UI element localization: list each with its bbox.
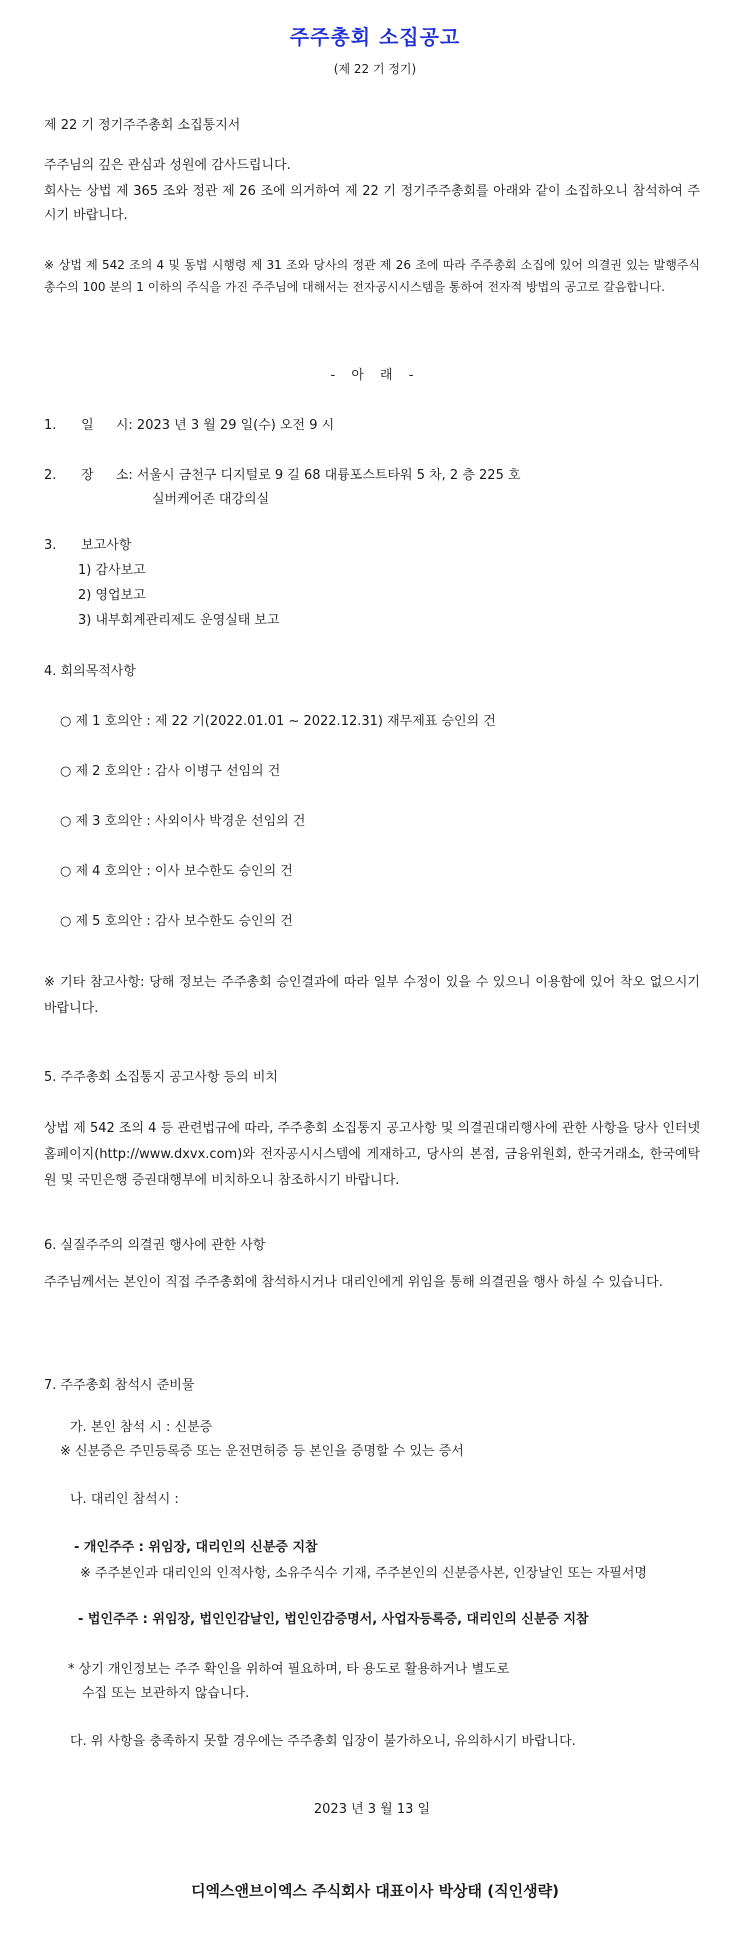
- below-heading: - 아 래 -: [330, 368, 414, 383]
- item-report-label: 보고사항: [81, 538, 132, 553]
- item-report: [44, 536, 700, 556]
- page-title: 주주총회 소집공고: [289, 25, 461, 49]
- item-place-value2: 실버케어존 대강의실: [152, 492, 270, 507]
- greeting-text: 주주님의 깊은 관심과 성원에 감사드립니다.: [44, 158, 291, 173]
- personal-shareholder-note: ※ 주주본인과 대리인의 인적사항, 소유주식수 기재, 주주본인의 신분증사본, 인장날인 또는 자필서명: [80, 1566, 647, 1581]
- item-place-label: 장 소:: [81, 468, 133, 483]
- intro-heading: 제 22 기 정기주주총회 소집통지서: [44, 118, 241, 133]
- section6-heading: 6. 실질주주의 의결권 행사에 관한 사항: [44, 1238, 266, 1253]
- section5-heading: 5. 주주총회 소집통지 공고사항 등의 비치: [44, 1070, 278, 1085]
- notice-date: 2023 년 3 월 13 일: [313, 1802, 431, 1817]
- corporate-shareholder: - 법인주주 : 위임장, 법인인감날인, 법인인감증명서, 사업자등록증, 대리인의 신분증 지참: [78, 1612, 589, 1627]
- personal-shareholder: - 개인주주 : 위임장, 대리인의 신분증 지참: [74, 1540, 318, 1555]
- item-place-value: 서울시 금천구 디지털로 9 길 68 대륭포스트타워 5 차, 2 층 225 호: [136, 468, 521, 483]
- agenda-item-3: ○ 제 3 호의안 : 사외이사 박경운 선임의 건: [60, 814, 306, 829]
- section7-c: 다. 위 사항을 충족하지 못할 경우에는 주주총회 입장이 불가하오니, 유의하시기 바랍니다.: [70, 1734, 576, 1749]
- page-subtitle: (제 22 기 정기): [333, 62, 417, 76]
- agenda-heading: 4. 회의목적사항: [44, 664, 136, 679]
- privacy-note-1: * 상기 개인정보는 주주 확인을 위하여 필요하며, 타 용도로 활용하거나 별도로: [68, 1662, 510, 1677]
- section7-b: 나. 대리인 참석시 :: [70, 1492, 179, 1507]
- section6-body: 주주님께서는 본인이 직접 주주총회에 참석하시거나 대리인에게 위임을 통해 의결권을 행사 하실 수 있습니다.: [44, 1275, 663, 1290]
- item-date: [44, 416, 700, 436]
- agenda-item-5: ○ 제 5 호의안 : 감사 보수한도 승인의 건: [60, 914, 293, 929]
- item-date-label: 일 시:: [81, 418, 133, 433]
- convocation-text: 회사는 상법 제 365 조와 정관 제 26 조에 의거하여 제 22 기 정기주주총회를 아래와 같이 소집하오니 참석하여 주시기 바랍니다.: [44, 184, 700, 223]
- section7-a-note: ※ 신분증은 주민등록증 또는 운전면허증 등 본인을 증명할 수 있는 증서: [60, 1444, 464, 1459]
- company-signature: 디엑스앤브이엑스 주식회사 대표이사 박상태 (직인생략): [191, 1882, 559, 1900]
- item-report-num: 3.: [44, 538, 57, 553]
- agenda-item-4: ○ 제 4 호의안 : 이사 보수한도 승인의 건: [60, 864, 293, 879]
- other-note: ※ 기타 참고사항: 당해 정보는 주주총회 승인결과에 따라 일부 수정이 있을 수 있으니 이용함에 있어 착오 없으시기 바랍니다.: [44, 975, 700, 1016]
- report-item-3: 3) 내부회계관리제도 운영실태 보고: [78, 613, 280, 628]
- item-place: [44, 466, 700, 486]
- section5-body: 상법 제 542 조의 4 등 관련법규에 따라, 주주총회 소집통지 공고사항 및 의결권대리행사에 관한 사항을 당사 인터넷 홈페이지(http://www.dxvx.com)와 전자공시시스템에 게재하고, 당사의 본점, 금융위원회, 한국거래소, 한국예탁원 및 국민은행 증권대행부에 비치하오니 참조하시기 바랍니다.: [44, 1121, 700, 1188]
- agenda-item-2: ○ 제 2 호의안 : 감사 이병구 선임의 건: [60, 764, 281, 779]
- section7-a: 가. 본인 참석 시 : 신분증: [70, 1420, 213, 1435]
- section7-heading: 7. 주주총회 참석시 준비물: [44, 1378, 195, 1393]
- item-date-num: 1.: [44, 418, 57, 433]
- report-item-2: 2) 영업보고: [78, 588, 146, 603]
- agenda-item-1: ○ 제 1 호의안 : 제 22 기(2022.01.01 ~ 2022.12.31) 재무제표 승인의 건: [60, 714, 496, 729]
- report-item-1: 1) 감사보고: [78, 563, 146, 578]
- privacy-note-2: 수집 또는 보관하지 않습니다.: [82, 1686, 250, 1701]
- item-place-num: 2.: [44, 468, 57, 483]
- item-date-value: 2023 년 3 월 29 일(수) 오전 9 시: [136, 418, 335, 433]
- electronic-notice: ※ 상법 제 542 조의 4 및 동법 시행령 제 31 조와 당사의 정관 제 26 조에 따라 주주총회 소집에 있어 의결권 있는 발행주식총수의 100 분의 1 이하의 주식을 가진 주주님에 대해서는 전자공시시스템을 통하여 전자적 방법의 공고로 갈음합니다.: [44, 258, 700, 294]
